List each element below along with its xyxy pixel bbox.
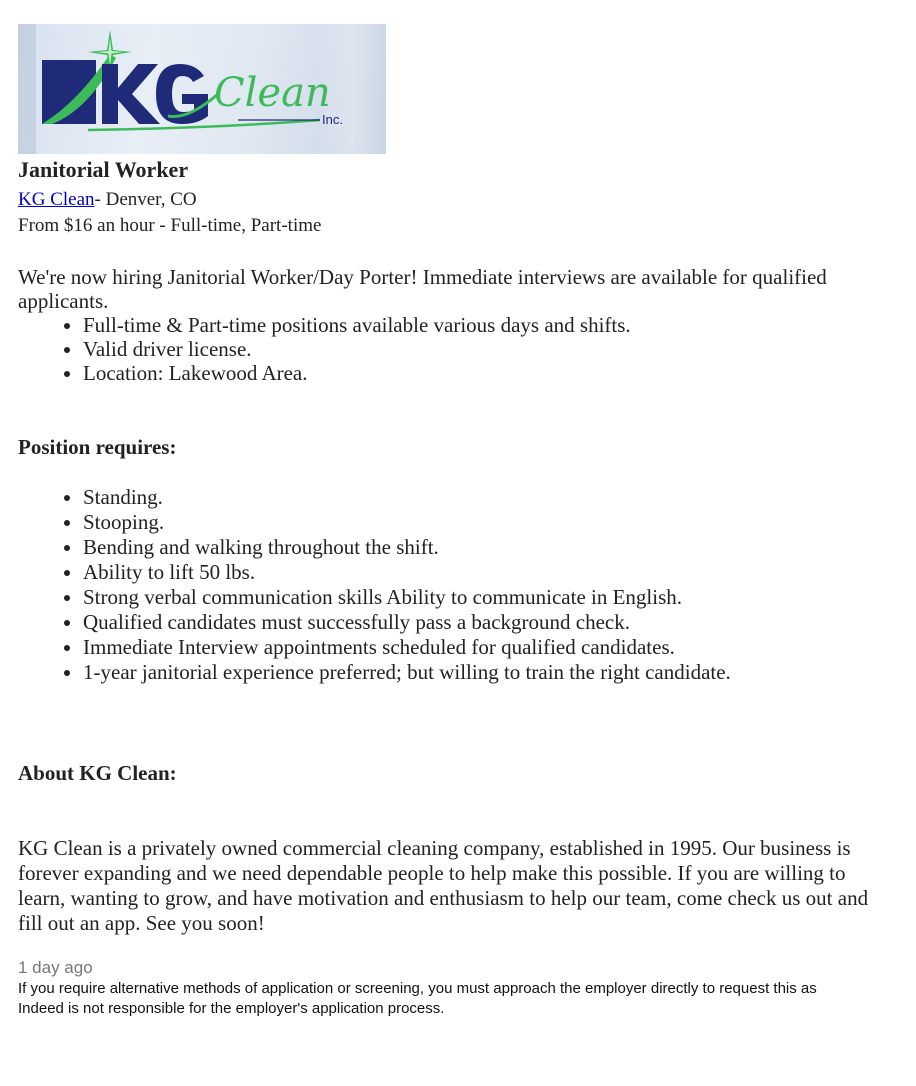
logo-suffix: Inc.: [322, 112, 343, 127]
requirements-list: [18, 485, 878, 685]
company-logo: [18, 24, 386, 154]
requirements-heading: Position requires:: [18, 435, 177, 459]
company-link[interactable]: KG Clean: [18, 189, 95, 210]
intro-paragraph: We're now hiring Janitorial Worker/Day Porter! Immediate interviews are available for qualified applicants.: [18, 265, 827, 313]
company-location-line: [18, 187, 878, 212]
kg-clean-logo-icon: [18, 24, 386, 154]
list-item: • Strong verbal communication skills Ability to communicate in English.: [83, 585, 878, 610]
list-item: • Immediate Interview appointments scheduled for qualified candidates.: [83, 635, 878, 660]
about-paragraph: KG Clean is a privately owned commercial cleaning company, established in 1995. Our business is forever expanding and we need dependable people to help make this possible. If you are willing to learn, wanting to grow, and have motivation and enthusiasm to help our team, come check us out and fill out an app. See you soon!: [18, 836, 869, 935]
logo-script-word: Clean: [214, 70, 331, 116]
list-item: • Qualified candidates must successfully pass a background check.: [83, 610, 878, 635]
job-posting: [18, 24, 878, 1019]
job-title: Janitorial Worker: [18, 157, 189, 182]
list-item: • 1-year janitorial experience preferred; but willing to train the right candidate.: [83, 660, 878, 685]
list-item: • Full-time & Part-time positions available various days and shifts.: [83, 313, 878, 337]
application-disclaimer: If you require alternative methods of application or screening, you must approach the employer directly to request this as Indeed is not responsible for the employer's application process.: [18, 980, 817, 1017]
list-item: • Standing.: [83, 485, 878, 510]
about-heading: About KG Clean:: [18, 761, 177, 785]
list-item: • Ability to lift 50 lbs.: [83, 560, 878, 585]
list-item: • Bending and walking throughout the shift.: [83, 535, 878, 560]
salary-and-job-type: From $16 an hour - Full-time, Part-time: [18, 215, 322, 236]
list-item: • Valid driver license.: [83, 337, 878, 361]
posted-date: 1 day ago: [18, 958, 93, 977]
list-item: • Location: Lakewood Area.: [83, 361, 878, 385]
highlights-list: [18, 313, 878, 385]
job-location: - Denver, CO: [94, 189, 197, 210]
list-item: • Stooping.: [83, 510, 878, 535]
